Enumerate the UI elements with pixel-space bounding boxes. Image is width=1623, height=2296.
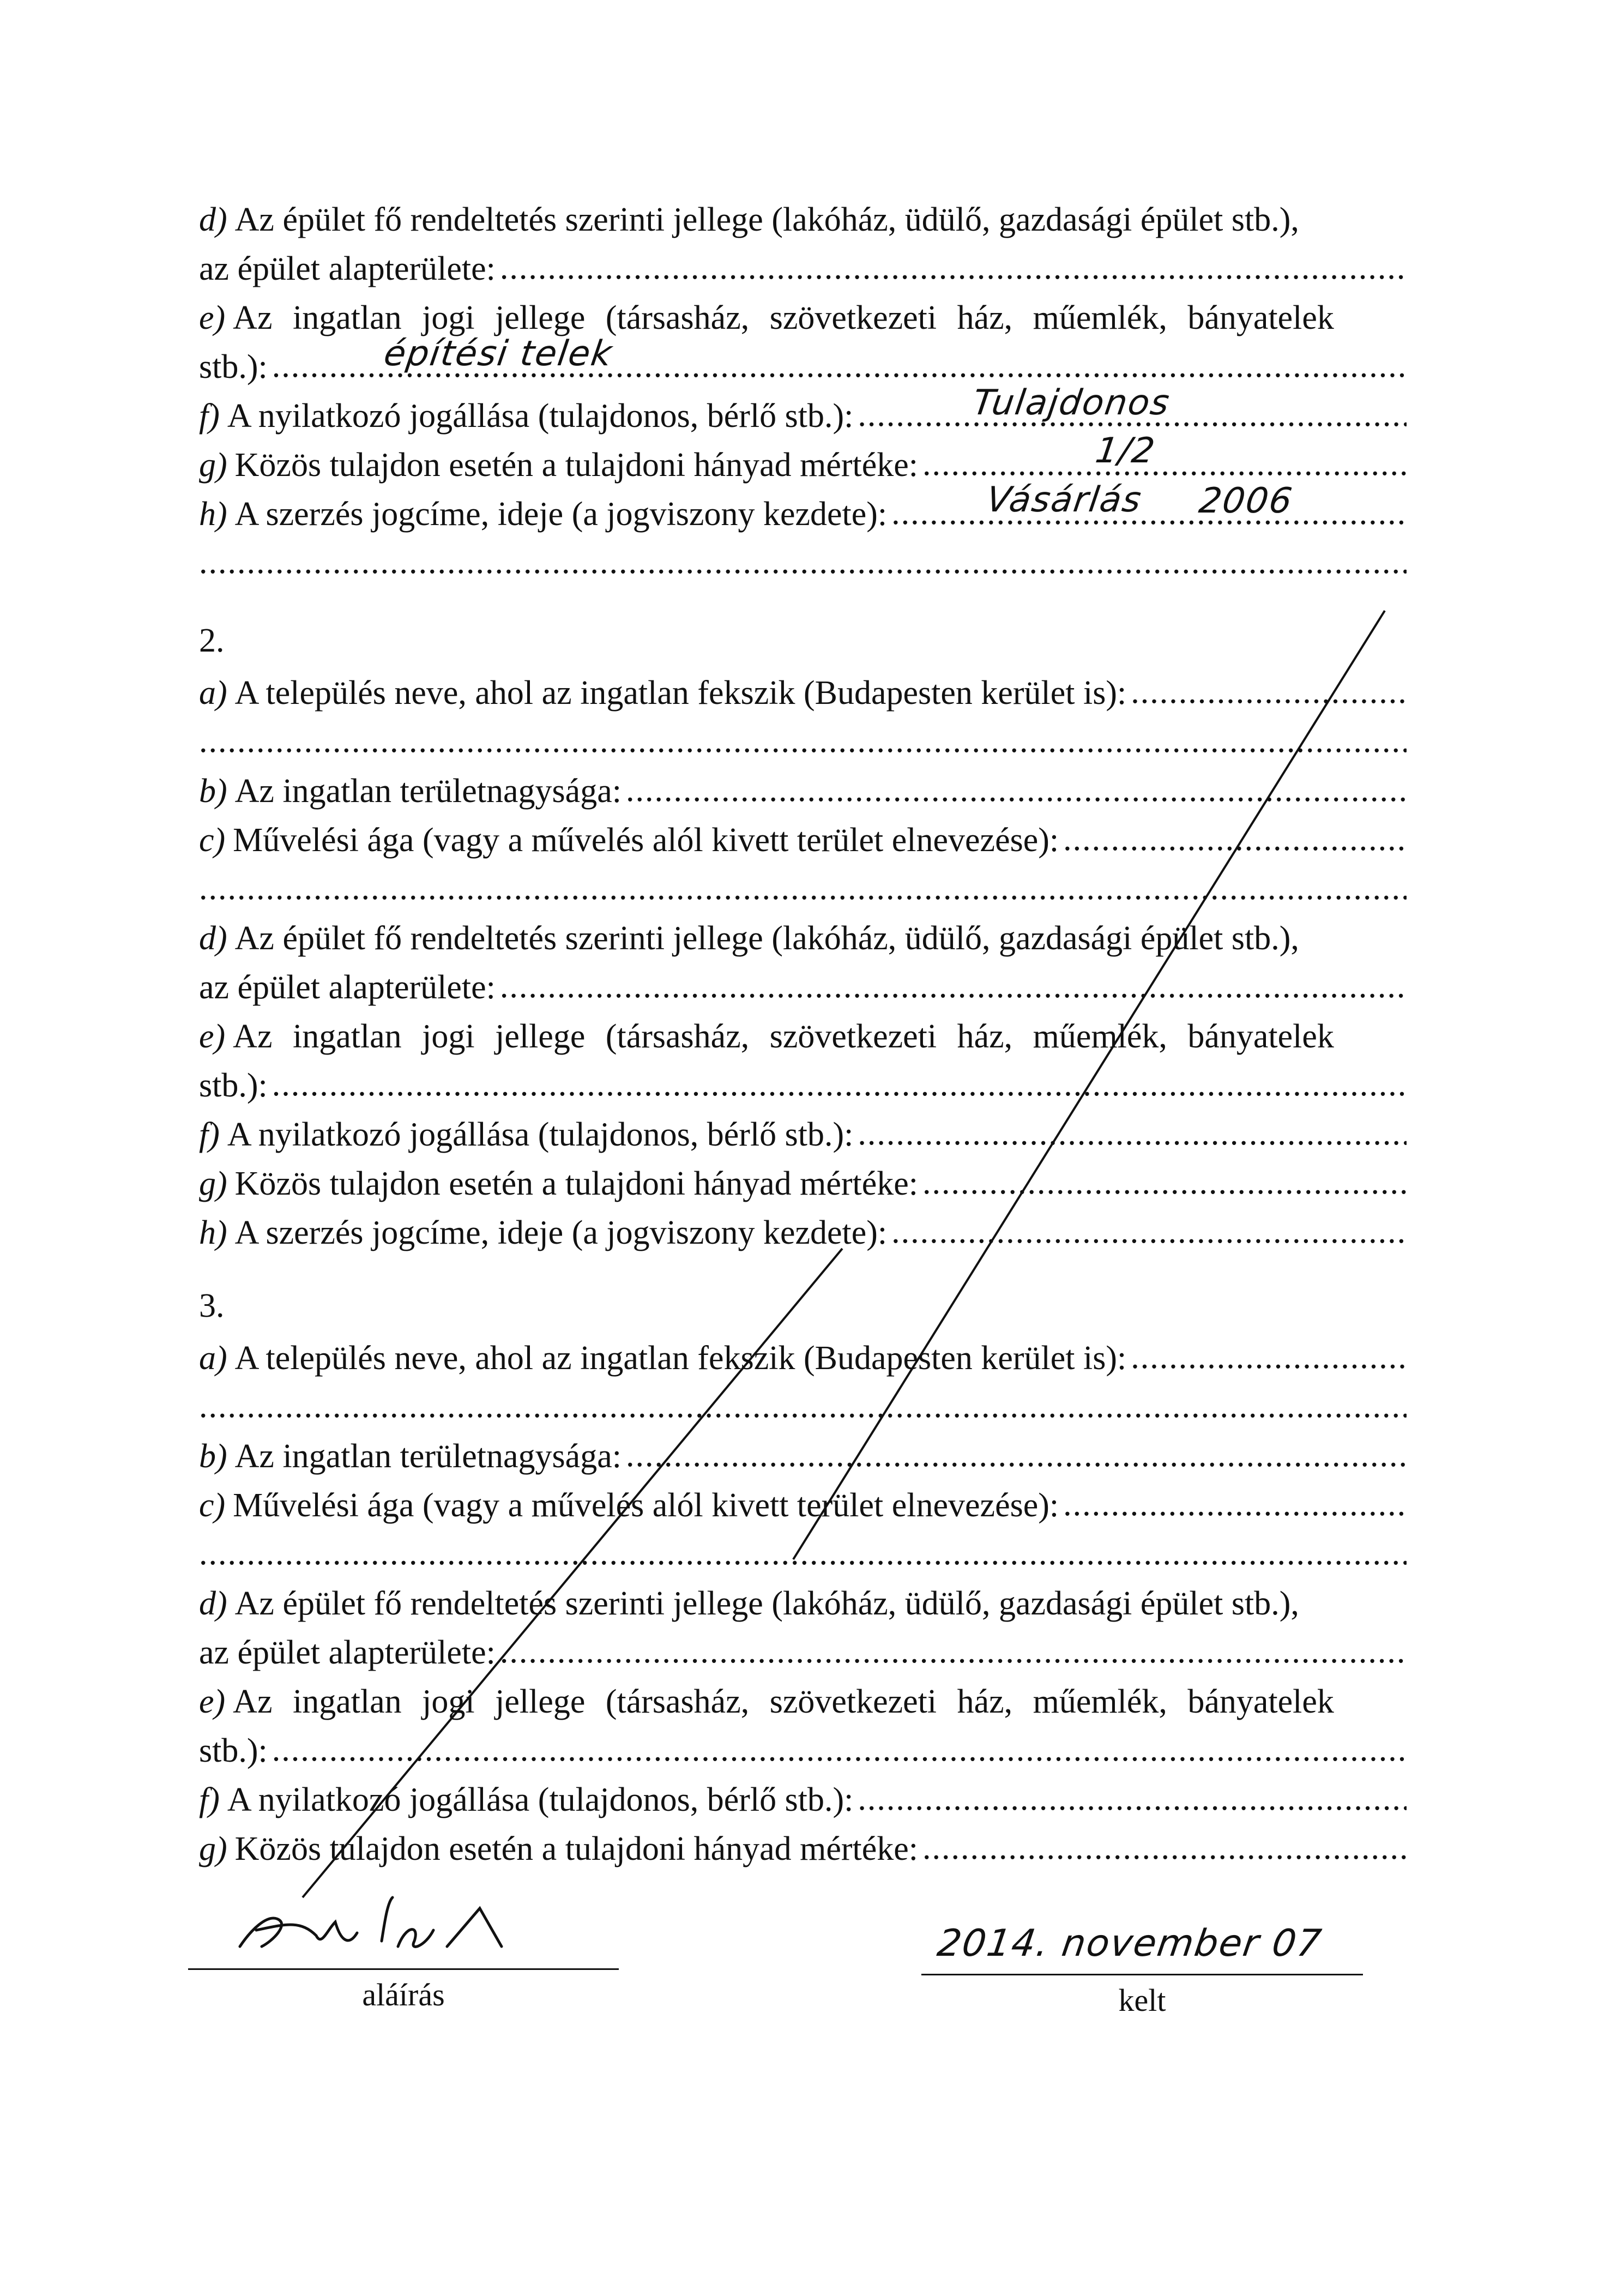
s1-e-line1: e) Az ingatlan jogi jellege (társasház, szövetkezeti ház, műemlék, bányatelek [199,299,1334,336]
handwritten-share: 1/2 [1093,431,1159,471]
s2-c-line: c) Művelési ága (vagy a művelés alól kivett terület elnevezése): ..... [199,823,1407,857]
s3-e-line1: e) Az ingatlan jogi jellege (társasház, szövetkezeti ház, műemlék, bányatelek [199,1683,1334,1720]
strike-line-upper [793,611,1385,1559]
s3-e-line2: stb.): ..... [199,1734,1407,1768]
s3-c-line: c) Művelési ága (vagy a művelés alól kivett terület elnevezése): ..... [199,1489,1407,1522]
s2-e-line2: stb.): ..... [199,1069,1407,1102]
signature-stroke [240,1897,502,1947]
date-line [921,1974,1363,1975]
signature-mark [218,1865,523,1963]
s2-b-line: b) Az ingatlan területnagysága: ..... [199,774,1407,808]
s2-e-line1: e) Az ingatlan jogi jellege (társasház, szövetkezeti ház, műemlék, bányatelek [199,1018,1334,1055]
s1-h-line: h) A szerzés jogcíme, ideje (a jogviszony kezdete): ..... [199,497,1407,531]
s1-d-line1: d) Az épület fő rendeltetés szerinti jellege (lakóház, üdülő, gazdasági épület stb.), [199,201,1299,238]
s1-g-line: g) Közös tulajdon esetén a tulajdoni hányad mértéke: ..... [199,448,1407,482]
strike-line-lower [303,1249,842,1897]
section-3-number: 3. [199,1287,225,1324]
s3-f-line: f) A nyilatkozó jogállása (tulajdonos, bérlő stb.): ..... [199,1783,1407,1817]
s2-d-line2: az épület alapterülete: ..... [199,971,1407,1004]
handwritten-date: 2014. november 07 [934,1922,1325,1965]
s1-d-line2: az épület alapterülete: ..... [199,252,1407,286]
s2-d-line1: d) Az épület fő rendeltetés szerinti jellege (lakóház, üdülő, gazdasági épület stb.), [199,920,1299,957]
s2-g-line: g) Közös tulajdon esetén a tulajdoni hányad mértéke: ..... [199,1167,1407,1201]
s2-f-line: f) A nyilatkozó jogállása (tulajdonos, bérlő stb.): ..... [199,1118,1407,1152]
s2-h-line: h) A szerzés jogcíme, ideje (a jogviszony kezdete): ..... [199,1216,1407,1250]
s3-a-line: a) A település neve, ahol az ingatlan fekszik (Budapesten kerület is): ..... [199,1341,1407,1375]
s3-b-line: b) Az ingatlan területnagysága: ..... [199,1439,1407,1473]
s1-f-line: f) A nyilatkozó jogállása (tulajdonos, bérlő stb.): ..... [199,399,1407,433]
s2-a-line: a) A település neve, ahol az ingatlan fekszik (Budapesten kerület is): ..... [199,676,1407,710]
s1-e-line2: stb.): ..... [199,350,1407,384]
signature-caption: aláírás [362,1977,445,2012]
handwritten-year: 2006 [1196,481,1296,521]
handwritten-legal-status: építési telek [381,334,616,374]
s3-d-line1: d) Az épület fő rendeltetés szerinti jellege (lakóház, üdülő, gazdasági épület stb.), [199,1585,1299,1622]
date-caption: kelt [1118,1982,1166,2018]
handwritten-acquisition: Vásárlás [984,480,1145,520]
s3-g-line: g) Közös tulajdon esetén a tulajdoni hányad mértéke: ..... [199,1832,1407,1866]
section-2-number: 2. [199,622,225,659]
s3-d-line2: az épület alapterülete: ..... [199,1636,1407,1670]
signature-line [188,1968,619,1970]
handwritten-owner-status: Tulajdonos [970,383,1173,423]
